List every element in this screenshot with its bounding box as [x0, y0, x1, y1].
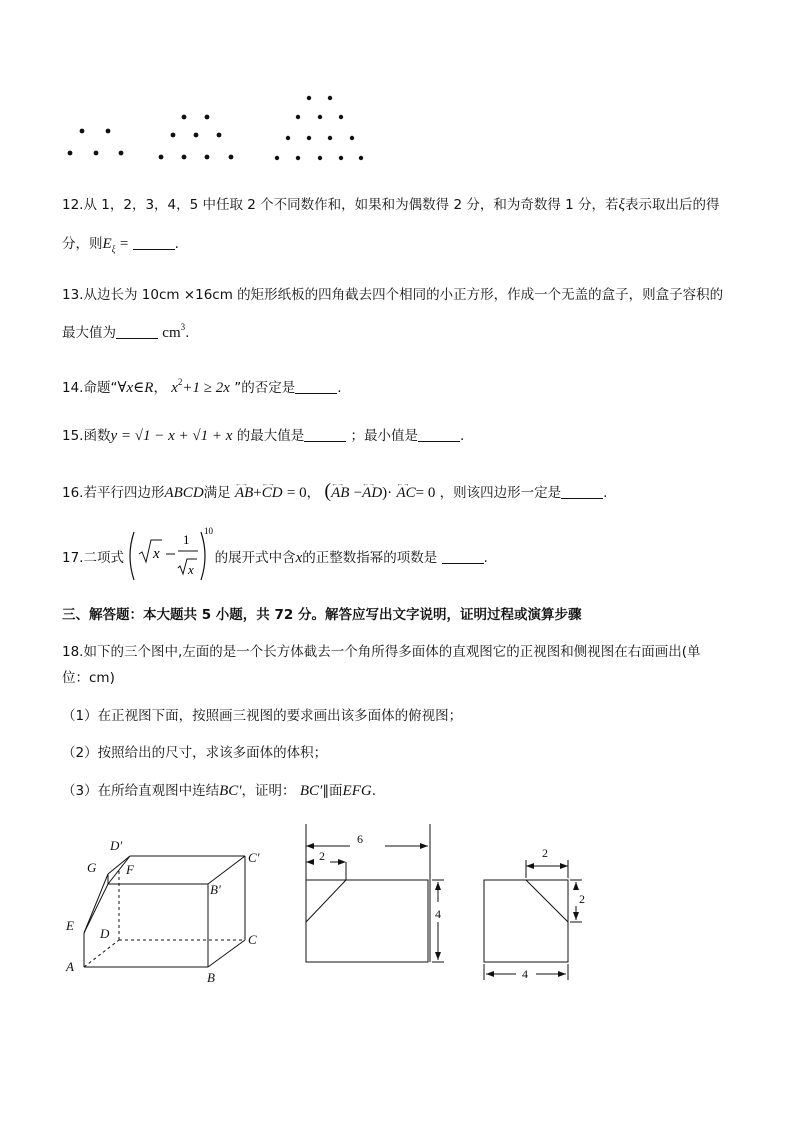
- front-dim-2: 2: [319, 849, 325, 863]
- front-view-figure: [300, 822, 460, 972]
- label-b-prime: B′: [210, 882, 221, 897]
- svg-text:x: x: [153, 546, 160, 562]
- label-e: E: [66, 918, 74, 933]
- answer-blank-min[interactable]: [418, 427, 460, 442]
- question-12-answer-line: 分，则$E_\xi$ = .: [62, 236, 179, 254]
- question-12: 12.从 1，2，3，4，5 中任取 2 个不同数作和，如果和为偶数得 2 分，和为奇数得 1 分，若ξ表示取出后的得: [62, 197, 720, 213]
- label-d-prime: D′: [110, 838, 123, 853]
- answer-blank[interactable]: [295, 379, 337, 394]
- label-a: A: [66, 959, 74, 974]
- front-dim-4: 4: [435, 907, 441, 921]
- label-b: B: [207, 970, 215, 985]
- side-view-figure: [478, 842, 608, 982]
- answer-blank[interactable]: [133, 235, 175, 250]
- question-13: 13.从边长为 10cm ×16cm 的矩形纸板的四角截去四个相同的小正方形，作成一个无盖的盒子，则盒子容积的: [62, 287, 724, 303]
- front-dim-6: 6: [357, 832, 363, 846]
- side-dim-4: 4: [522, 967, 528, 981]
- question-18-part3: （3）在所给直观图中连结BC′，证明： BC′∥面EFG.: [62, 783, 377, 799]
- answer-blank-max[interactable]: [304, 427, 346, 442]
- side-dim-2-right: 2: [579, 892, 585, 906]
- side-dim-2-top: 2: [542, 846, 548, 860]
- question-18-part1: （1）在正视图下面，按照画三视图的要求画出该多面体的俯视图；: [62, 708, 463, 724]
- label-d: D: [100, 926, 110, 941]
- question-14: 14.命题“∀x∈R， $x^2+1 \ge 2x$ ”的否定是 .: [62, 377, 342, 396]
- label-g: G: [87, 860, 97, 875]
- answer-blank[interactable]: [561, 484, 603, 499]
- dot-pattern-figure: [0, 0, 794, 180]
- question-18: 18.如下的三个图中,左面的是一个长方体截去一个角所得多面体的直观图它的正视图和侧视图在右面画出(单: [62, 644, 701, 660]
- question-16: 16.若平行四边形ABCD满足 ←→ AB+←→ CD = 0， (←→ AB −←→ AD)· ←→ AC= 0 ，则该四边形一定是 .: [62, 481, 607, 503]
- polyhedron-perspective-figure: [60, 830, 280, 990]
- label-c: C: [248, 932, 257, 947]
- question-18-part2: （2）按照给出的尺寸，求该多面体的体积；: [62, 745, 328, 761]
- svg-text:x: x: [188, 562, 195, 577]
- binomial-svg: [128, 526, 214, 586]
- question-17: 17.二项式 x 1 x 10 的展开式中含x的正整数指幂的项数是 .: [62, 548, 488, 568]
- answer-blank[interactable]: [442, 549, 484, 564]
- binomial-expression: [128, 526, 214, 577]
- question-18-line2: 位：cm): [62, 670, 115, 686]
- question-13-answer-line: 最大值为 $cm^3$.: [62, 322, 190, 341]
- question-15: 15.函数y = √1 − x + √1 + x 的最大值是 ；最小值是 .: [62, 428, 465, 444]
- label-c-prime: C′: [248, 850, 260, 865]
- label-f: F: [126, 862, 134, 877]
- section-heading: 三、解答题：本大题共 5 小题，共 72 分。解答应写出文字说明，证明过程或演算步骤: [62, 607, 582, 623]
- exponent: 10: [204, 526, 214, 536]
- answer-blank[interactable]: [116, 324, 158, 339]
- numerator: 1: [183, 532, 190, 547]
